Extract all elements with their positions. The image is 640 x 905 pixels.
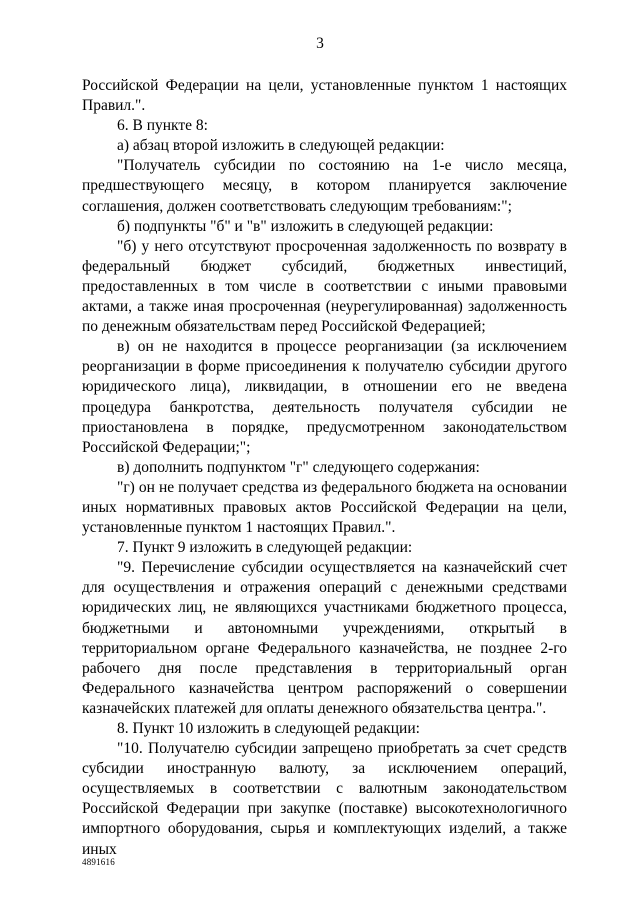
paragraph-quote-10: "10. Получателю субсидии запрещено приобретать за счет средств субсидии иностранную валюту, за исключением операций, осуществляемых в соответствии с валютным законодательством Российской Федерации при закупке (поставке) высокотехнологичного импортного оборудования, сырья и комплектующих изделий, а также иных	[82, 740, 567, 858]
page-number: 3	[316, 35, 324, 52]
paragraph-continuation: Российской Федерации на цели, установленные пунктом 1 настоящих Правил.".	[82, 77, 567, 115]
paragraph-quote-g: "г) он не получает средства из федерального бюджета на основании иных нормативных правовых актов Российской Федерации на цели, установленные пунктом 1 настоящих Правил.".	[82, 478, 567, 537]
paragraph-quote-9: "9. Перечисление субсидии осуществляется на казначейский счет для осуществления и отражения операций с денежными средствами юридических лиц, не являющихся участниками бюджетного процесса, бюджетными и автономными учреждениями, открытый в территориальном органе Федерального казначейства, не позднее 2-го рабочего дня после представления в территориальный орган Федерального казначейства центром распоряжений о совершении казначейских платежей для оплаты денежного обязательства центра.".	[82, 559, 567, 717]
paragraph-item-6: 6. В пункте 8:	[117, 117, 208, 135]
document-id: 4891616	[82, 857, 115, 867]
paragraph-item-7: 7. Пункт 9 изложить в следующей редакции:	[117, 539, 413, 557]
paragraph-item-8: 8. Пункт 10 изложить в следующей редакции:	[117, 720, 420, 737]
paragraph-subitem-b: б) подпункты "б" и "в" изложить в следующей редакции:	[117, 217, 494, 235]
document-body	[82, 76, 567, 860]
paragraph-subitem-v: в) дополнить подпунктом "г" следующего содержания:	[117, 458, 480, 476]
paragraph-quote-b: "б) у него отсутствуют просроченная задолженность по возврату в федеральный бюджет субсидий, бюджетных инвестиций, предоставленных в том числе в соответствии с иными правовыми актами, а также иная просроченная (неурегулированная) задолженность по денежным обязательствам перед Российской Федерацией;	[82, 237, 567, 336]
paragraph-quote-v: в) он не находится в процессе реорганизации (за исключением реорганизации в форме присоединения к получателю субсидии другого юридического лица), ликвидации, в отношении его не введена процедура банкротства, деятельность получателя субсидии не приостановлена в порядке, предусмотренном законодательством Российской Федерации;";	[82, 338, 567, 456]
paragraph-subitem-a: а) абзац второй изложить в следующей редакции:	[117, 137, 445, 155]
paragraph-quote-recipient: "Получатель субсидии по состоянию на 1-е число месяца, предшествующего месяцу, в котором планируется заключение соглашения, должен соответствовать следующим требованиям:";	[82, 157, 567, 215]
